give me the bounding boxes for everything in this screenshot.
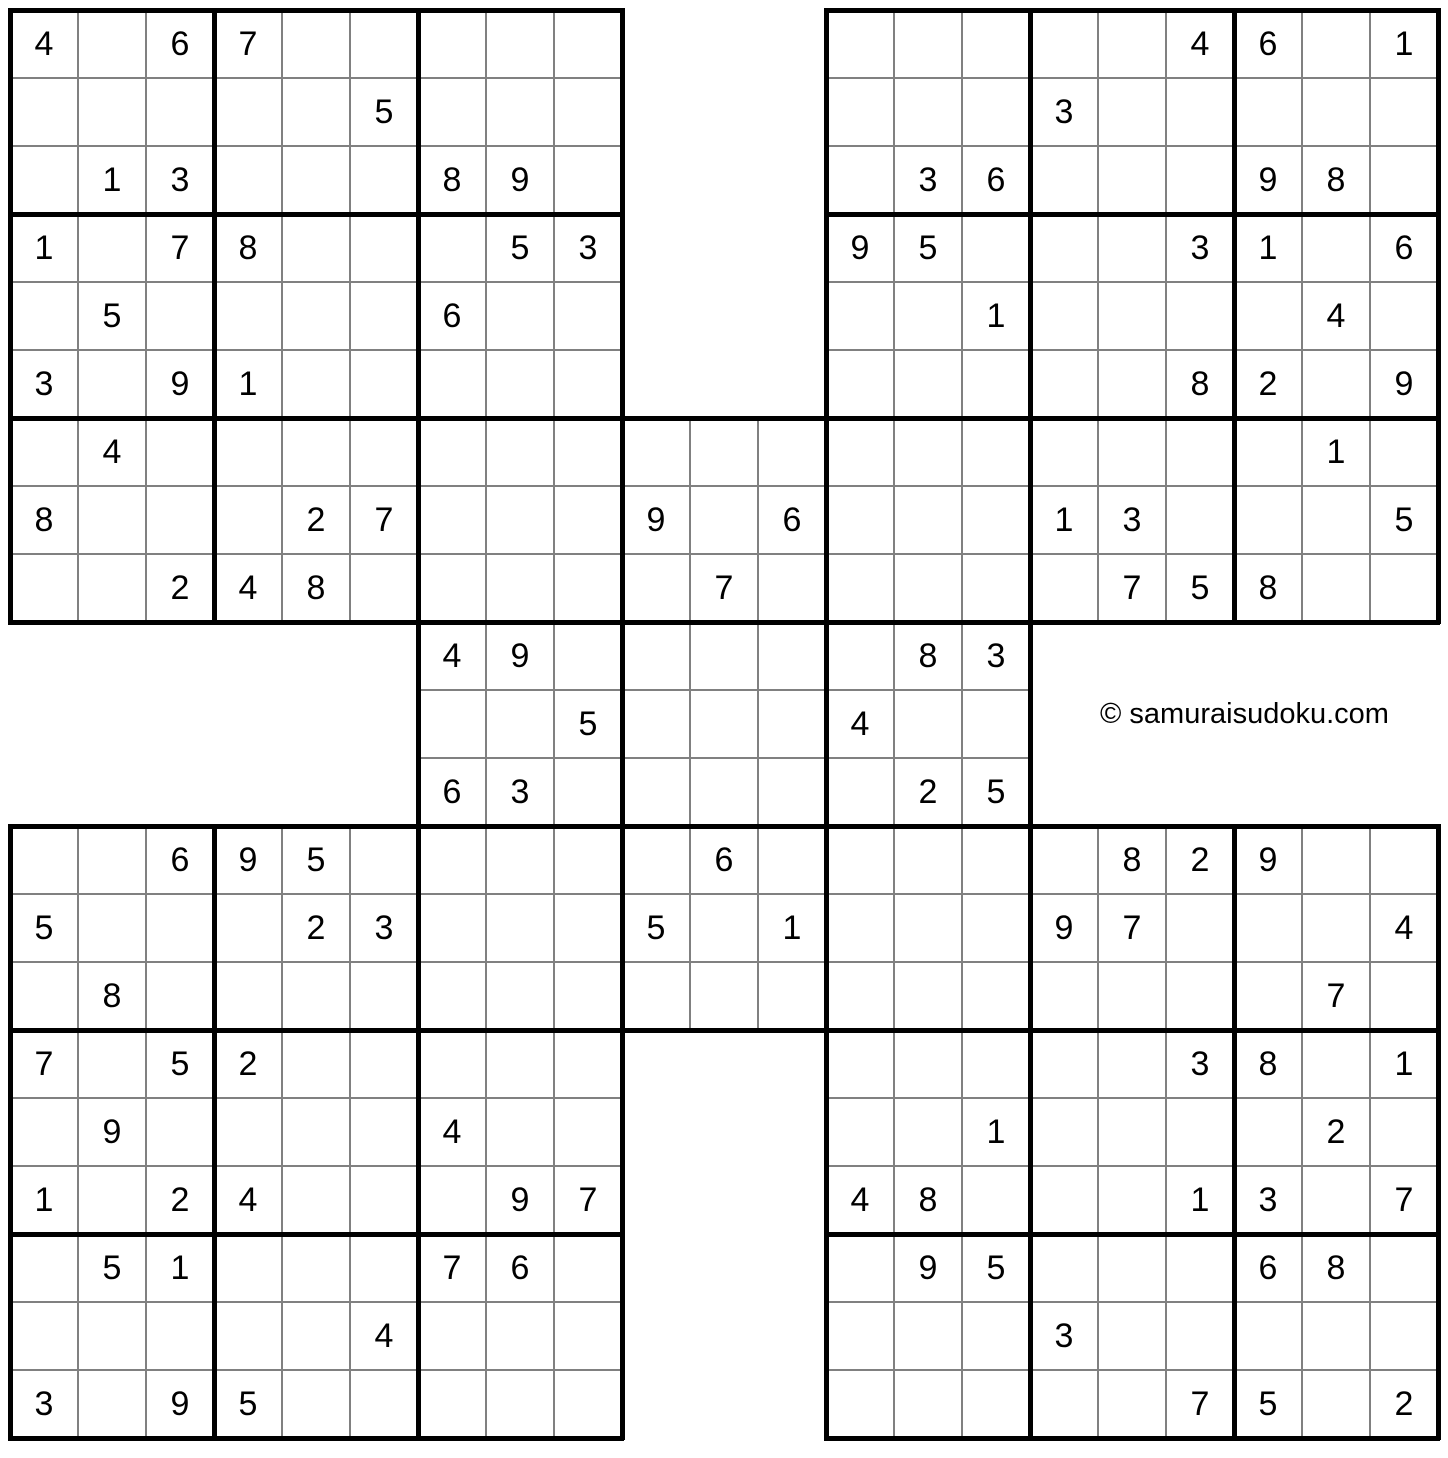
- given-digit: 5: [102, 1249, 122, 1287]
- given-digit: 8: [1326, 161, 1346, 199]
- given-digit: 9: [238, 841, 258, 879]
- given-digit: 9: [170, 1385, 190, 1423]
- given-digit: 2: [170, 569, 190, 607]
- given-digit: 8: [918, 637, 938, 675]
- given-digit: 4: [238, 1181, 258, 1219]
- given-digit: 2: [238, 1045, 258, 1083]
- grid-line: [212, 824, 217, 1440]
- given-digit: 4: [850, 705, 870, 743]
- given-digit: 3: [374, 909, 394, 947]
- given-digit: 8: [102, 977, 122, 1015]
- given-digit: 8: [1258, 1045, 1278, 1083]
- grid-line: [1232, 824, 1237, 1440]
- given-digit: 3: [1258, 1181, 1278, 1219]
- given-digit: 3: [1054, 93, 1074, 131]
- given-digit: 3: [34, 1385, 54, 1423]
- given-digit: 1: [34, 1181, 54, 1219]
- given-digit: 5: [986, 1249, 1006, 1287]
- given-digit: 3: [1190, 1045, 1210, 1083]
- given-digit: 5: [1258, 1385, 1278, 1423]
- given-digit: 1: [1394, 25, 1414, 63]
- grid-line: [8, 8, 624, 13]
- given-digit: 9: [510, 1181, 530, 1219]
- given-digit: 1: [1326, 433, 1346, 471]
- given-digit: 7: [374, 501, 394, 539]
- given-digit: 9: [510, 161, 530, 199]
- given-digit: 6: [1394, 229, 1414, 267]
- given-digit: 7: [1122, 569, 1142, 607]
- given-digit: 1: [1258, 229, 1278, 267]
- given-digit: 6: [442, 297, 462, 335]
- given-digit: 2: [306, 909, 326, 947]
- given-digit: 1: [986, 1113, 1006, 1151]
- given-digit: 3: [170, 161, 190, 199]
- given-digit: 1: [34, 229, 54, 267]
- given-digit: 6: [170, 841, 190, 879]
- given-digit: 6: [510, 1249, 530, 1287]
- grid-line: [212, 8, 217, 624]
- given-digit: 2: [918, 773, 938, 811]
- given-digit: 6: [170, 25, 190, 63]
- grid-line: [1232, 8, 1237, 624]
- given-digit: 8: [238, 229, 258, 267]
- given-digit: 9: [646, 501, 666, 539]
- given-digit: 3: [510, 773, 530, 811]
- given-digit: 7: [170, 229, 190, 267]
- given-digit: 8: [918, 1181, 938, 1219]
- grid-line: [416, 485, 1032, 487]
- given-digit: 5: [102, 297, 122, 335]
- grid-line: [416, 416, 1032, 421]
- given-digit: 5: [1394, 501, 1414, 539]
- given-digit: 3: [918, 161, 938, 199]
- given-digit: 7: [34, 1045, 54, 1083]
- given-digit: 3: [34, 365, 54, 403]
- given-digit: 2: [1394, 1385, 1414, 1423]
- given-digit: 3: [1054, 1317, 1074, 1355]
- given-digit: 5: [34, 909, 54, 947]
- given-digit: 4: [1326, 297, 1346, 335]
- given-digit: 1: [170, 1249, 190, 1287]
- given-digit: 9: [1258, 841, 1278, 879]
- given-digit: 7: [1326, 977, 1346, 1015]
- given-digit: 9: [1258, 161, 1278, 199]
- given-digit: 3: [986, 637, 1006, 675]
- grid-line: [893, 824, 895, 1440]
- grid-line: [824, 8, 1440, 13]
- given-digit: 1: [782, 909, 802, 947]
- given-digit: 5: [986, 773, 1006, 811]
- given-digit: 6: [986, 161, 1006, 199]
- given-digit: 6: [1258, 1249, 1278, 1287]
- given-digit: 8: [1122, 841, 1142, 879]
- given-digit: 4: [850, 1181, 870, 1219]
- given-digit: 4: [238, 569, 258, 607]
- given-digit: 5: [306, 841, 326, 879]
- grid-line: [8, 1436, 624, 1441]
- given-digit: 2: [1326, 1113, 1346, 1151]
- given-digit: 7: [442, 1249, 462, 1287]
- given-digit: 4: [442, 1113, 462, 1151]
- given-digit: 1: [1190, 1181, 1210, 1219]
- given-digit: 2: [170, 1181, 190, 1219]
- given-digit: 8: [1326, 1249, 1346, 1287]
- given-digit: 8: [1190, 365, 1210, 403]
- grid-line: [553, 824, 555, 1440]
- given-digit: 6: [714, 841, 734, 879]
- given-digit: 9: [918, 1249, 938, 1287]
- given-digit: 1: [102, 161, 122, 199]
- given-digit: 2: [1258, 365, 1278, 403]
- grid-line: [8, 77, 624, 79]
- given-digit: 4: [1394, 909, 1414, 947]
- given-digit: 7: [1190, 1385, 1210, 1423]
- given-digit: 6: [1258, 25, 1278, 63]
- grid-line: [824, 77, 1440, 79]
- given-digit: 9: [850, 229, 870, 267]
- given-digit: 5: [918, 229, 938, 267]
- given-digit: 9: [1054, 909, 1074, 947]
- given-digit: 6: [782, 501, 802, 539]
- given-digit: 4: [442, 637, 462, 675]
- given-digit: 6: [442, 773, 462, 811]
- given-digit: 4: [102, 433, 122, 471]
- given-digit: 7: [714, 569, 734, 607]
- given-digit: 7: [238, 25, 258, 63]
- given-digit: 3: [1122, 501, 1142, 539]
- given-digit: 9: [170, 365, 190, 403]
- grid-line: [824, 1436, 1440, 1441]
- given-digit: 5: [1190, 569, 1210, 607]
- given-digit: 7: [578, 1181, 598, 1219]
- given-digit: 5: [646, 909, 666, 947]
- given-digit: 7: [1394, 1181, 1414, 1219]
- given-digit: 8: [34, 501, 54, 539]
- given-digit: 9: [102, 1113, 122, 1151]
- given-digit: 3: [578, 229, 598, 267]
- given-digit: 8: [442, 161, 462, 199]
- grid-line: [8, 1369, 624, 1371]
- watermark-text: © samuraisudoku.com: [1100, 698, 1389, 730]
- given-digit: 1: [986, 297, 1006, 335]
- given-digit: 8: [306, 569, 326, 607]
- given-digit: 2: [1190, 841, 1210, 879]
- given-digit: 8: [1258, 569, 1278, 607]
- given-digit: 5: [238, 1385, 258, 1423]
- given-digit: 2: [306, 501, 326, 539]
- grid-line: [824, 1369, 1440, 1371]
- given-digit: 4: [1190, 25, 1210, 63]
- given-digit: 1: [238, 365, 258, 403]
- given-digit: 5: [510, 229, 530, 267]
- given-digit: 1: [1394, 1045, 1414, 1083]
- given-digit: 1: [1054, 501, 1074, 539]
- given-digit: 9: [510, 637, 530, 675]
- given-digit: 4: [34, 25, 54, 63]
- given-digit: 7: [1122, 909, 1142, 947]
- given-digit: 3: [1190, 229, 1210, 267]
- given-digit: 5: [374, 93, 394, 131]
- given-digit: 9: [1394, 365, 1414, 403]
- given-digit: 5: [578, 705, 598, 743]
- given-digit: 5: [170, 1045, 190, 1083]
- given-digit: 4: [374, 1317, 394, 1355]
